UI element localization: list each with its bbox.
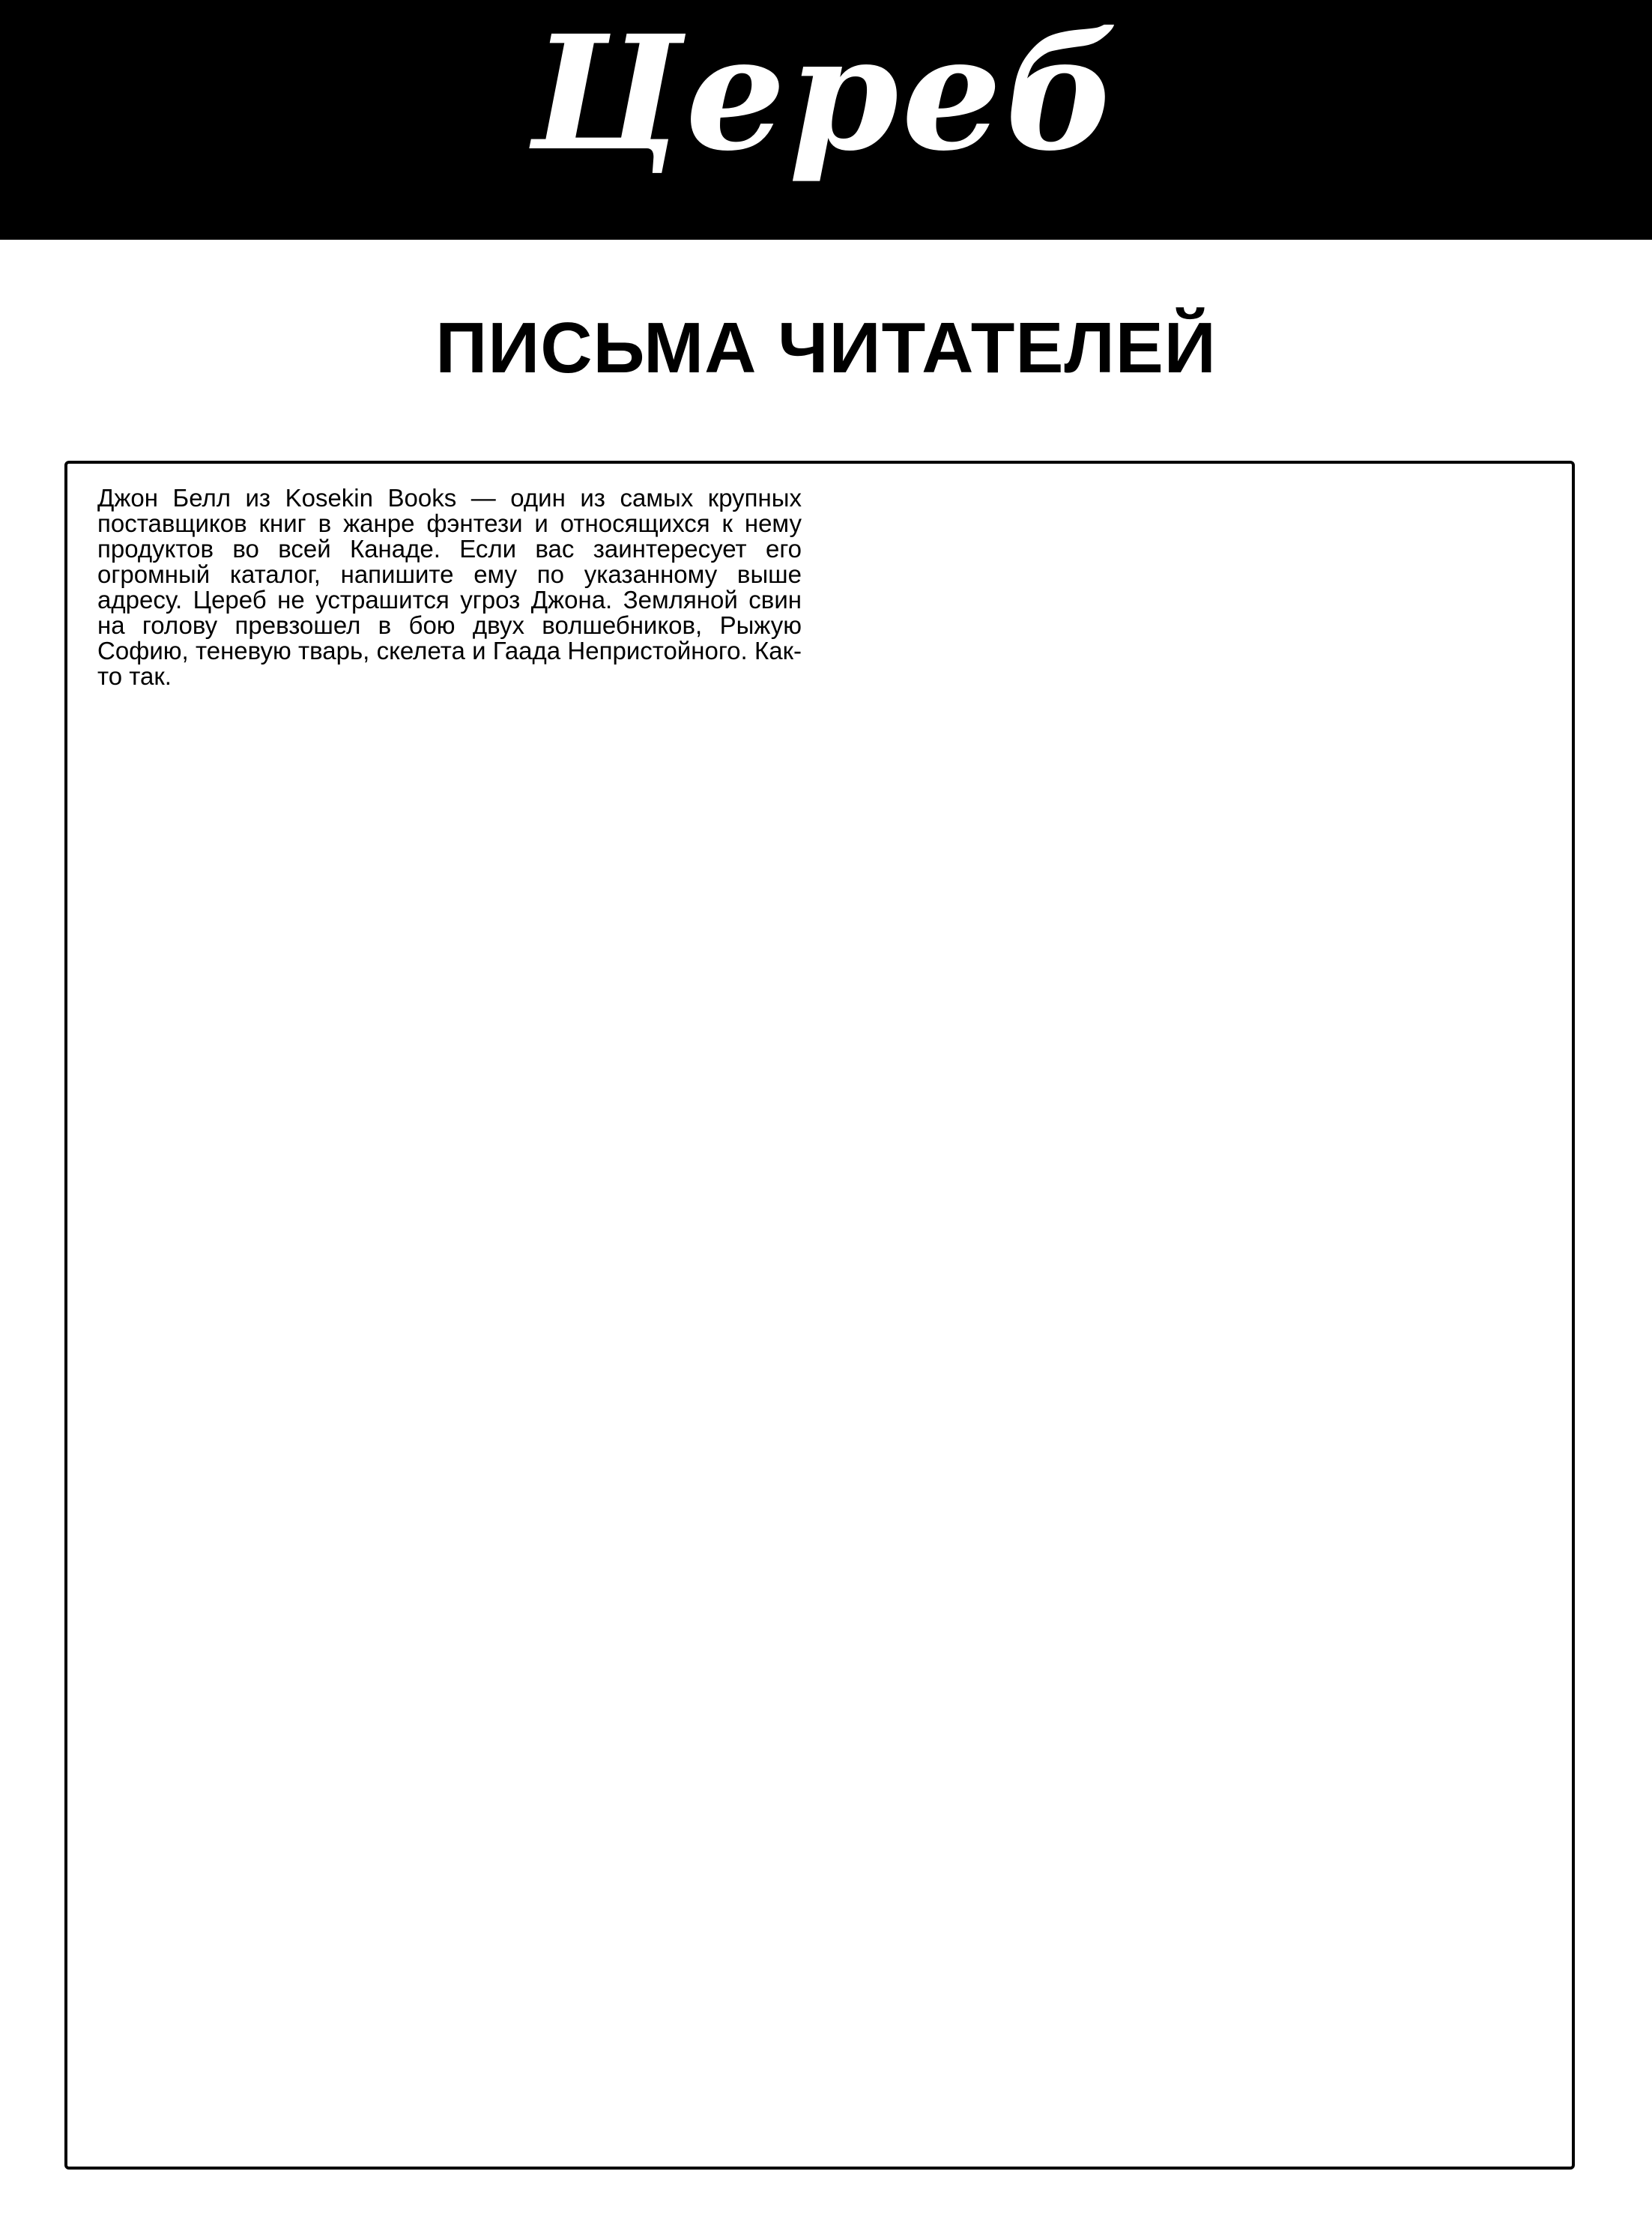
letters-frame (64, 461, 1575, 2170)
letter-paragraph: Джон Белл из Kosekin Books — один из самых крупных поставщиков книг в жанре фэнтези и относящихся к нему продуктов во всей Канаде. Если вас заинтересует его огромный каталог, напишите ему по указанному выше адресу. Цереб не устрашится угроз Джона. Земляной свин на голову превзошел в бою двух волшебников, Рыжую Софию, теневую тварь, скелета и Гаада Непристойного. Как-то так. (97, 484, 802, 690)
masthead-title: Цереб (530, 1, 1122, 186)
masthead-banner (0, 0, 1652, 240)
section-heading: ПИСЬМА ЧИТАТЕЛЕЙ (435, 308, 1217, 388)
